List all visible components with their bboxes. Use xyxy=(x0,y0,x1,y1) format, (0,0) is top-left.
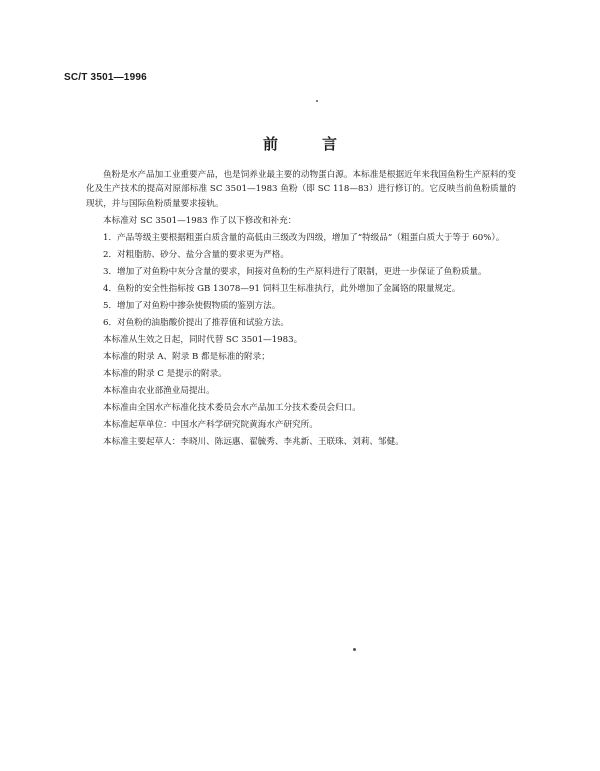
paragraph-committee: 本标准由全国水产标准化技术委员会水产品加工分技术委员会归口。 xyxy=(103,402,361,413)
paragraph-drafters: 本标准主要起草人：李晓川、陈远惠、翟毓秀、李兆新、王联珠、刘莉、邹健。 xyxy=(103,436,404,447)
scan-speck xyxy=(353,648,356,651)
document-code: SC/T 3501—1996 xyxy=(64,72,147,83)
scan-speck xyxy=(316,100,318,102)
list-item-3: 3．增加了对鱼粉中灰分含量的要求，间接对鱼粉的生产原料进行了限制，更进一步保证了鱼粉质量。 xyxy=(103,266,487,277)
paragraph-proposer: 本标准由农业部渔业局提出。 xyxy=(103,385,215,396)
paragraph-appendix-informative: 本标准的附录 C 是提示的附录。 xyxy=(103,368,227,379)
list-item-2: 2．对粗脂肪、砂分、盐分含量的要求更为严格。 xyxy=(103,249,289,260)
paragraph-drafting-unit: 本标准起草单位：中国水产科学研究院黄海水产研究所。 xyxy=(103,419,318,430)
list-item-6: 6．对鱼粉的油脂酸价提出了推荐值和试验方法。 xyxy=(103,317,289,328)
paragraph-intro: 鱼粉是水产品加工业重要产品，也是饲养业最主要的动物蛋白源。本标准是根据近年来我国鱼粉生产原料的变化及生产技术的提高对原部标准 SC 3501—1983 鱼粉（即 SC 118—83）进行修订的。它反映当前鱼粉质量的现状，并与国际鱼粉质量要求接轨。 xyxy=(86,170,516,209)
list-item-4: 4．鱼粉的安全性指标按 GB 13078—91 饲料卫生标准执行，此外增加了金属铬的限量规定。 xyxy=(103,283,461,294)
list-item-5: 5．增加了对鱼粉中掺杂使假物质的鉴别方法。 xyxy=(103,300,281,311)
paragraph-appendix-normative: 本标准的附录 A、附录 B 都是标准的附录； xyxy=(103,351,270,362)
paragraph-effective: 本标准从生效之日起，同时代替 SC 3501—1983。 xyxy=(103,334,303,345)
list-item-1: 1．产品等级主要根据粗蛋白质含量的高低由三级改为四级，增加了“特级品”（粗蛋白质大于等于 60%）。 xyxy=(103,232,505,243)
paragraph-changes-lead: 本标准对 SC 3501—1983 作了以下修改和补充： xyxy=(103,215,297,226)
page-title: 前言 xyxy=(262,135,381,153)
foreword-body xyxy=(86,168,516,452)
